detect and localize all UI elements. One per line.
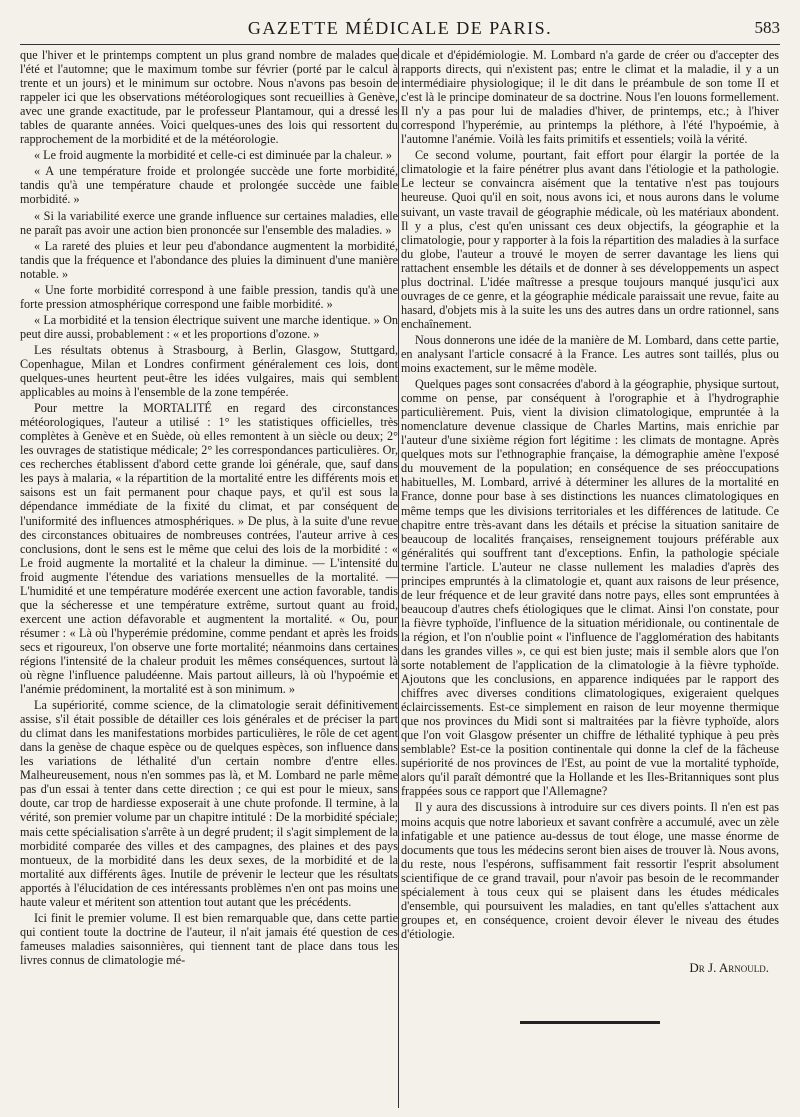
paragraph: « Une forte morbidité correspond à une faible pression, tandis qu'à une forte pression atmosphérique correspond une faible morbidité. » bbox=[20, 282, 398, 311]
paragraph: Ici finit le premier volume. Il est bien remarquable que, dans cette partie qui contient toute la doctrine de l'auteur, il n'ait jamais été question de ces fameuses maladies saisonnières, qui tiennent tant de place dans tous les livres connus de climatologie mé- bbox=[20, 910, 398, 967]
paragraph: Quelques pages sont consacrées d'abord à la géographie, physique surtout, comme on pense, par conséquent à l'orographie et à l'hydrographie particulièrement. Puis, vient la division climatologique, empruntée à la nomenclature devenue classique de Charles Martins, mais enrichie par l'auteur d'une sixième région fort légitime : les climats de montagne. Après quelques mots sur l'ethnographie française, la démographie amène l'exposé du mouvement de la population; en conséquence de ses préoccupations habituelles, M. Lombard, arrivé à déterminer les allures de la mortalité en France, donne pour base à ses distinctions les nuances climatologiques en même temps que les divisions territoriales et les différences de latitude. Ce chapitre entre très-avant dans les détails et précise la situation sanitaire de beaucoup de localités françaises, renseignement toujours préférable aux généralités qui souffrent tant d'exceptions. Enfin, la pathologie spéciale termine l'article. L'auteur ne classe nullement les maladies d'après des principes empruntés à la climatologie et, quant aux raisons de leur présence, de leur fréquence et de leur gravité dans notre pays, elles sont empruntées à beaucoup d'autres chefs étiologiques que le climat. Ainsi l'on constate, pour la fièvre typhoïde, l'influence de la situation méridionale, ou continentale de la région, et l'on n'oublie point « l'influence de l'agglomération des habitants dans les grandes villes », ce qui est bien juste; mais il semble alors que l'on sorte notablement de l'application de la climatologie à la fièvre typhoïde. Ajoutons que les conclusions, en apparence indiquées par le rapport des chiffres avec diverses conditions climatologiques, exigeraient quelques éclaircissements. Est-ce simplement en raison de leur moyenne thermique que nos provinces du Midi sont si maltraitées par la fièvre typhoïde, alors que l'on voit Glasgow présenter un chiffre de léthalité typhique à peu près semblable? Est-ce la position continentale qui donne la clef de la fâcheuse supériorité de nos provinces de l'Est, au point de vue la mortalité typhoïde, alors qu'il paraît démontré que la Hollande et les Iles-Britanniques sont plus frappées sous ce rapport que l'Allemagne? bbox=[401, 377, 779, 799]
paragraph: « La morbidité et la tension électrique suivent une marche identique. » On peut dire aussi, probablement : « et les proportions d'ozone. » bbox=[20, 312, 398, 341]
paragraph: La supériorité, comme science, de la climatologie serait définitivement assise, s'il était possible de détailler ces lois générales et de préciser la part du climat dans les manifestations morbides particulières, le rôle de cet agent dans la genèse de chaque espèce ou de quelques espèces, son influence dans les variations de léthalité d'un certain nombre d'entre elles. Malheureusement, nous n'en sommes pas là, et M. Lombard ne parle même pas d'un essai à tenter dans cette direction ; ce qui est pour le mieux, sans doute, car trop de hardiesse exposerait à une chute profonde. Il termine, à la vérité, son premier volume par un chapitre intitulé : De la morbidité spéciale; mais cette spécialisation s'arrête à un degré prudent; il s'agit simplement de la morbidité comparée des villes et des campagnes, des plaines et des pays montueux, de la morbidité dans les deux sexes, de la morbidité et de la mortalité aux différents âges. Inutile de prévenir le lecteur que les résultats apportés à l'élucidation de ces intéressants problèmes n'en ont pas moins une haute valeur et méritent son attention tout autant que les précédents. bbox=[20, 698, 398, 909]
end-rule bbox=[520, 1021, 660, 1024]
paragraph: que l'hiver et le printemps comptent un plus grand nombre de malades que l'été et l'automne; que le maximum tombe sur février (porté par le calcul à trente et un jours) et le minimum sur octobre. Nous n'avons pas besoin de rappeler ici que les observations météorologiques sont recueillies à Genève, avec une grande exactitude, par le professeur Plantamour, qui a dressé les tables de quarante années. Voici quelques-unes des lois qui ressortent du rapprochement de la morbidité et de la météorologie. bbox=[20, 48, 398, 147]
paragraph: dicale et d'épidémiologie. M. Lombard n'a garde de créer ou d'accepter des rapports directs, qui n'existent pas; entre le climat et la maladie, il y a un intermédiaire physiologique; il le dit dans le préambule de son tome II et c'est là le principe dominateur de sa doctrine. Nous l'en louons formellement. Il n'y a pas pour lui de maladies d'hiver, de printemps, etc.; à l'hiver correspond l'hyperémie, au printemps la pléthore, à l'été l'hypoémie, à l'automne l'anémie. Voilà les faits primitifs et essentiels; voilà la vérité. bbox=[401, 48, 779, 147]
paragraph: « Si la variabilité exerce une grande influence sur certaines maladies, elle ne paraît pas avoir une action bien prononcée sur l'ensemble des maladies. » bbox=[20, 208, 398, 237]
paragraph: « A une température froide et prolongée succède une forte morbidité, tandis qu'à une température chaude et prolongée succède une faible morbidité. » bbox=[20, 164, 398, 207]
right-column bbox=[401, 48, 779, 1108]
paragraph: Pour mettre la MORTALITÉ en regard des circonstances météorologiques, l'auteur a utilisé : 1° les statistiques officielles, très complètes à Genève et en Suède, où elles remontent à un siècle ou deux; 2° les ouvrages de statistique médicale; 2° les correspondances particulières. Or, ces recherches établissent d'abord cette grande loi générale, que, sauf dans les pays à malaria, « la répartition de la mortalité entre les différents mois et saisons est un fait permanent pour chaque pays, et qu'il est sous la dépendance immédiate de la fixité du climat, et par conséquent de l'uniformité des influences atmosphériques. » De plus, à la suite d'une revue des circonstances obituaires de nombreuses contrées, l'auteur arrive à ces conclusions, dont le sens est le même que celui des lois de la morbidité : « Le froid augmente la mortalité et la chaleur la diminue. — L'intensité du froid augmente l'étendue des variations mensuelles de la mortalité. — L'humidité et une température modérée exercent une action favorable, tandis que la sécheresse et une température extrême, surtout quant au froid, exercent une action défavorable et augmentent la mortalité. « Ou, pour résumer : « Là où l'hyperémie prédomine, comme pendant et après les froids secs et rigoureux, l'on observe une forte mortalité; néanmoins dans certaines régions l'intensité de la chaleur produit les mêmes conséquences, surtout là où règne l'influence paludéenne. Mais partout ailleurs, là où l'hypoémie et l'anémie prédominent, la mortalité est à son minimum. » bbox=[20, 401, 398, 697]
left-column bbox=[20, 48, 398, 1108]
paragraph: « La rareté des pluies et leur peu d'abondance augmentent la morbidité, tandis que la fréquence et l'abondance des pluies la diminuent d'une manière notable. » bbox=[20, 238, 398, 281]
paragraph: « Le froid augmente la morbidité et celle-ci est diminuée par la chaleur. » bbox=[34, 148, 393, 163]
journal-title: GAZETTE MÉDICALE DE PARIS. bbox=[247, 18, 553, 38]
page-number: 583 bbox=[754, 18, 780, 37]
paragraph: Ce second volume, pourtant, fait effort pour élargir la portée de la climatologie et la faire pénétrer plus avant dans l'étiologie et la pathologie. Le lecteur se convaincra aisément que la tentative n'est pas toujours heureuse. Quoi qu'il en soit, nous avons ici, et nous aurons dans le volume suivant, un vaste travail de géographie médicale, où les matériaux abondent. Il y a plus, c'est qu'en unissant ces deux objectifs, la géographie et la climatologie, pour y rapporter à la fois la répartition des maladies à la surface du globe, l'auteur a trouvé le moyen de serrer davantage les liens qui rattachent ensemble les détails et de donner à ses développements un aspect plus doctrinal. L'idée maîtresse a presque toujours manqué jusqu'ici aux ouvrages de ce genre, et la géographie médicale paraissait une revue, faite au hasard, d'objets mis à la suite les uns des autres dans un ordre rationnel, sans enchaînement. bbox=[401, 148, 779, 331]
paragraph: Les résultats obtenus à Strasbourg, à Berlin, Glasgow, Stuttgard, Copenhague, Milan et Londres confirment généralement ces lois, dont quelques-unes heurtent peut-être les idées vulgaires, mais qui semblent applicables au moins à l'ensemble de la zone tempérée. bbox=[20, 342, 398, 400]
page-header bbox=[20, 14, 780, 45]
column-divider bbox=[398, 48, 399, 1108]
paragraph: Il y aura des discussions à introduire sur ces divers points. Il n'en est pas moins acquis que notre laborieux et savant confrère a accumulé, avec un zèle infatigable et une patience au-dessus de tout éloge, une masse énorme de documents que tous les médecins seront bien aises de trouver là. Nous avons, du reste, nous l'espérons, suffisamment fait ressortir l'esprit absolument scientifique de ce grand travail, pour n'avoir pas besoin de le recommander spécialement à tous ceux qui se plaisent dans les études médicales d'ensemble, qui poursuivent les maladies, en tant qu'elles s'attachent aux groupes et, en conséquence, croient devoir élever le niveau des études d'étiologie. bbox=[401, 800, 779, 941]
author-signature: Dr J. Arnould. bbox=[689, 959, 769, 975]
paragraph: Nous donnerons une idée de la manière de M. Lombard, dans cette partie, en analysant l'article consacré à la France. Les autres sont taillés, plus ou moins exactement, sur le même modèle. bbox=[401, 332, 779, 376]
